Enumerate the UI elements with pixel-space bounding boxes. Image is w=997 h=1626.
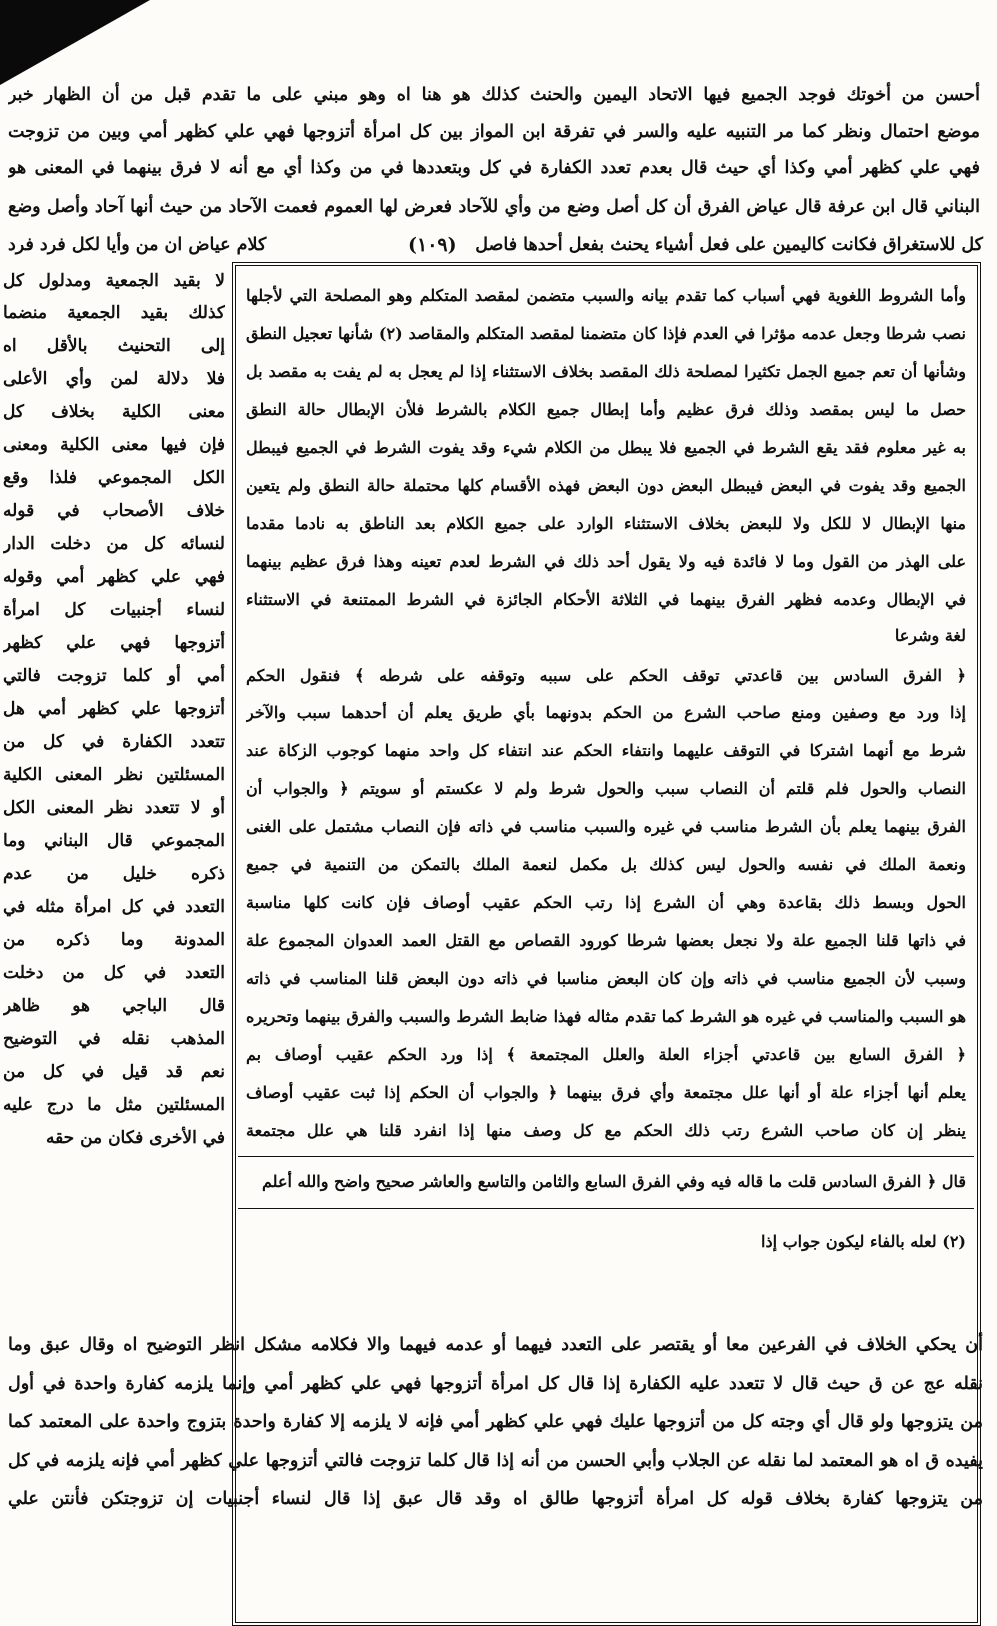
side-text-line: المدونة وما ذكره من <box>3 930 225 950</box>
side-text-line: إلى التحنيث بالأقل اه <box>3 336 225 356</box>
side-text-line: المسئلتين مثل ما درج عليه <box>3 1095 225 1115</box>
divider <box>238 1156 974 1157</box>
side-text-line: فلا دلالة لمن وأي الأعلى <box>3 369 225 389</box>
commentary-note: قال ﴿ الفرق السادس قلت ما قاله فيه وفي الفرق السابع والثامن والتاسع والعاشر صحيح واضح والله أعلم <box>262 1172 966 1191</box>
side-text-line: لا بقيد الجمعية ومدلول كل <box>3 271 225 291</box>
scan-corner-shadow <box>0 0 150 85</box>
side-text-line: التعدد في كل من دخلت <box>3 963 225 983</box>
side-text-line: تتعدد الكفارة في كل من <box>3 732 225 752</box>
main-text-line: به غير معلوم فقد يقع الشرط في الجميع فلا يبطل من الكلام شيء وقد يفوت الشرط في الجميع فيبطل <box>246 438 966 457</box>
main-text-line: حصل ما ليس بمقصد وذلك فرق عظيم وأما إبطال جميع الكلام بالشرط فلأن الإبطال حالة النطق <box>246 400 966 419</box>
side-text-line: أمي أو كلما تزوجت فالتي <box>3 666 225 686</box>
text-line: البناني قال ابن عرفة قال عياض الفرق أن كل أصل وضع من وأي للآحاد فعرض لها العموم فعمت الآحاد من حيث أنها آحاد وأصل وضع <box>8 197 980 217</box>
main-text-line: الجميع وقد يفوت في البعض فيبطل البعض دون البعض فهذه الأقسام كلها محتملة حالة النطق ولم يتعين <box>246 476 966 495</box>
text-line: من يتزوجها ولو قال أي وجته كل من أتزوجها عليك فهي علي كظهر أمي فإنه لا يلزمه إلا كفارة واحدة بتزوج واحدة على المعتمد كما <box>8 1412 983 1432</box>
main-text-line: في ذاتها قلنا الجميع علة ولا نجعل بعضها شرطا كورود القصاص مع القتل العمد العدوان المجموع علة <box>246 931 966 950</box>
text-line-left: كلام عياض ان من وأيا لكل فرد فرد <box>8 235 267 255</box>
text-line: فهي علي كظهر أمي وكذا أي حيث قال بعدم تعدد الكفارة في كل وبتعددها في من وكذا أي مع أنه لا فرق بينهما في المعنى هو <box>8 158 980 178</box>
main-text-line: وشأنها أن تعم جميع الجمل تكثيرا لمصلحة ذلك المقصد بخلاف الاستثناء إذا لم يعجل به لم يفت به مقصد بل <box>246 362 966 381</box>
main-text-line: شرط مع أنهما اشتركا في التوقف عليهما وانتفاء الحكم عند انتفاء كل واحد منهما كوجوب الزكاة عند <box>246 741 966 760</box>
main-text-line: النصاب والحول فلم قلتم أن النصاب سبب والحول شرط ولم لا عكستم أو سويتم ﴿ والجواب أن <box>246 779 966 798</box>
side-text-line: نعم قد قيل في كل من <box>3 1062 225 1082</box>
side-text-line: المذهب نقله في التوضيح <box>3 1029 225 1049</box>
footnote: (٢) لعله بالفاء ليكون جواب إذا <box>761 1232 966 1251</box>
text-line: نقله عج عن ق حيث قال لا تتعدد عليه الكفارة إذا قال كل امرأة أتزوجها فهي علي كظهر أمي وإنما يلزمه كفارة واحدة في أول <box>8 1374 983 1394</box>
page-number: (١٠٩) <box>408 234 457 256</box>
side-text-line: معنى الكلية بخلاف كل <box>3 402 225 422</box>
text-line: من يتزوجها كفارة بخلاف قوله كل امرأة أتزوجها طالق اه وقد قال عبق إذا قال لنساء أجنبيات إن تزوجتكن فأنتن علي <box>8 1489 983 1509</box>
side-text-line: التعدد في كل امرأة مثله في <box>3 897 225 917</box>
side-text-line: أتزوجها علي كظهر أمي هل <box>3 699 225 719</box>
side-text-line: الكل المجموعي فلذا وقع <box>3 468 225 488</box>
side-text-line: قال الباجي هو ظاهر <box>3 996 225 1016</box>
main-text-line: هو السبب والمناسب في غيره هو الشرط كما تقدم مثاله فهذا ضابط الشرط والسبب والفرق بينهما وتحريره <box>246 1007 966 1026</box>
side-text-line: خلاف الأصحاب في قوله <box>3 501 225 521</box>
main-text-line: ينظر إن كان صاحب الشرع رتب ذلك الحكم مع كل وصف منها إذا انفرد قلنا هي علل مجتمعة <box>246 1121 966 1140</box>
side-text-line: فإن فيها معنى الكلية ومعنى <box>3 435 225 455</box>
side-text-line: لنساء أجنبيات كل امرأة <box>3 600 225 620</box>
main-text-line: نصب شرطا وجعل عدمه مؤثرا في العدم فإذا كان متضمنا لمقصد المتكلم والمقاصد (٢) شأنها تعجيل النطق <box>246 324 966 343</box>
section-heading-line: ﴿ الفرق السابع بين قاعدتي أجزاء العلة والعلل المجتمعة ﴾ إذا ورد الحكم عقيب أوصاف بم <box>246 1045 966 1064</box>
main-text-line: الفرق بينهما يعلم بأن الشرط مناسب في غيره والسبب مناسب في ذاته فإن النصاب مشتمل على الغنى <box>246 817 966 836</box>
text-line: يفيده ق اه هو المعتمد لما نقله عن الجلاب وأبي الحسن من أنه إذا قال كلما تزوجت فالتي أتزوجها علي كظهر أمي فإنه يلزمه في كل <box>8 1451 983 1471</box>
section-heading-line: ﴿ الفرق السادس بين قاعدتي توقف الحكم على سببه وتوقفه على شرطه ﴾ فنقول الحكم <box>246 666 966 685</box>
main-text-line: إذا ورد مع وصفين ومنع صاحب الشرع من الحكم بدونهما بأي طريق يعلم أن أحدهما سبب والآخر <box>246 703 966 722</box>
main-text-line: الحول وبسط ذلك بقاعدة وهي أن الشرع إذا رتب الحكم عقيب أوصاف فإن كانت كلها مناسبة <box>246 893 966 912</box>
side-text-line: كذلك بقيد الجمعية منضما <box>3 303 225 323</box>
main-text-line: لغة وشرعا <box>894 626 966 645</box>
text-line-right: كل للاستغراق فكانت كاليمين على فعل أشياء يحنث بفعل أحدها فاصل <box>475 235 983 255</box>
main-text-line: ونعمة الملك في نفسه والحول ليس كذلك بل مكمل لنعمة الملك بالتمكن من التنمية في جميع <box>246 855 966 874</box>
page-number-line <box>8 230 983 260</box>
text-line: أن يحكي الخلاف في الفرعين معا أو يقتصر على التعدد فيهما أو عدمه فيهما والا فكلامه مشكل انظر التوضيح اه وقال عبق وما <box>8 1335 983 1355</box>
side-text-line: أو لا تتعدد نظر المعنى الكل <box>3 798 225 818</box>
side-text-line: المجموعي قال البناني وما <box>3 831 225 851</box>
main-text-line: وأما الشروط اللغوية فهي أسباب كما تقدم بيانه والسبب متضمن لمقصد المتكلم وهو المصلحة التي لأجلها <box>246 286 966 305</box>
side-text-line: في الأخرى فكان من حقه <box>45 1128 225 1148</box>
text-line: أحسن من أخوتك فوجد الجميع فيها الاتحاد اليمين والحنث كذلك هو هنا اه وهو مبني على ما تقدم قبل من أن الظهار خبر <box>8 85 980 105</box>
text-line: موضع احتمال ونظر كما مر التنبيه عليه والسر في تفرقة ابن المواز بين كل امرأة أتزوجها فهي علي كظهر أمي وبين من تزوجت <box>8 122 980 142</box>
main-text-line: على الهذر من القول وما لا فائدة فيه ولا يقول أحد ذلك في الشرط لعدم تعينه وهذا فرق عظيم بينهما <box>246 552 966 571</box>
main-text-line: في الإبطال وعدمه فظهر الفرق بينهما في الثلاثة الأحكام الجائزة في الشرط الممتنعة في الاستثناء <box>246 590 966 609</box>
main-text-line: يعلم أنها أجزاء علة أو أنها علل مجتمعة وأي فرق بينهما ﴿ والجواب أن الحكم إذا ثبت عقيب أوصاف <box>246 1083 966 1102</box>
side-text-line: فهي علي كظهر أمي وقوله <box>3 567 225 587</box>
side-text-line: ذكره خليل من عدم <box>3 864 225 884</box>
side-text-line: أتزوجها فهي علي كظهر <box>3 633 225 653</box>
side-text-line: لنسائه كل من دخلت الدار <box>3 534 225 554</box>
divider <box>238 1208 974 1209</box>
main-text-line: منها الإبطال لا للكل ولا للبعض بخلاف الاستثناء الوارد على جميع الكلام بعد الناطق به نادما مقدما <box>246 514 966 533</box>
side-text-line: المسئلتين نظر المعنى الكلية <box>3 765 225 785</box>
main-text-line: وسبب لأن الجميع مناسب في ذاته وإن كان البعض مناسبا في ذاته دون البعض قلنا المناسب في ذاته <box>246 969 966 988</box>
